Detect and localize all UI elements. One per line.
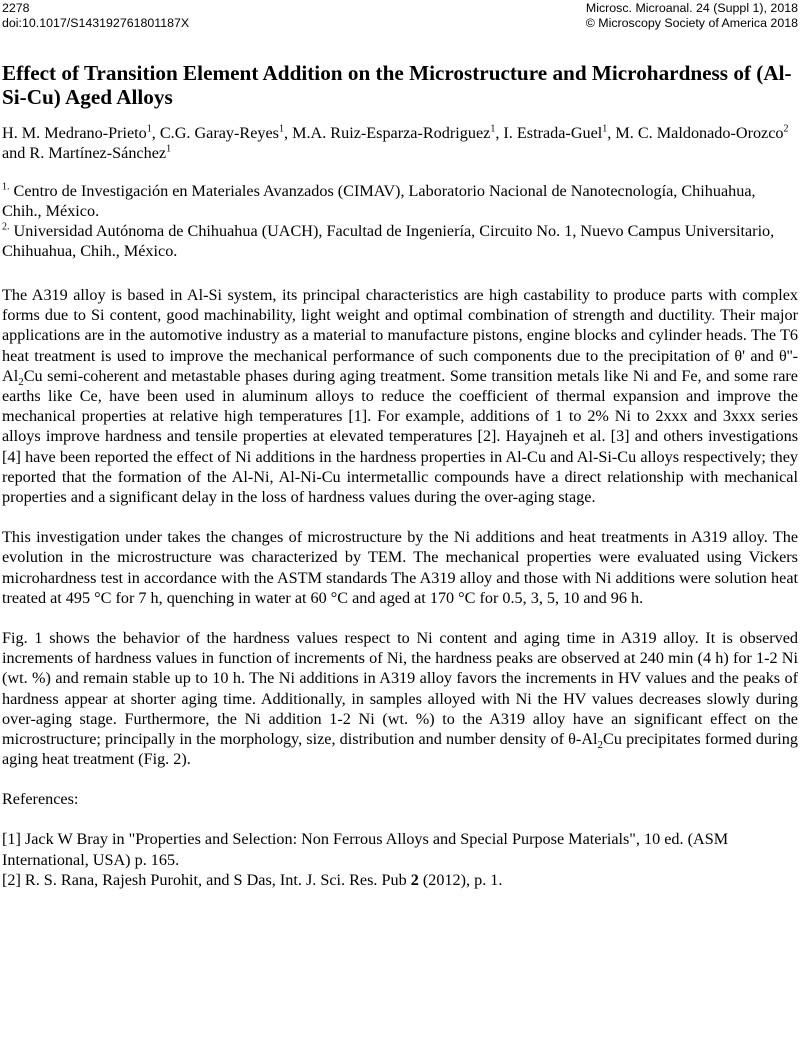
body-paragraph-intro: The A319 alloy is based in Al-Si system, its principal characteristics are high castability to produce parts with complex forms due to Si content, good machinability, light weight and optimal combination of strength and ductility. Their major applications are in the automotive industry as a material to manufacture pistons, engine blocks and cylinder heads. The T6 heat treatment is used to improve the mechanical performance of such components due to the precipitation of θ' and $\theta''-Al_2Cu$ semi-coherent and metastable phases during aging treatment. Some transition metals like Ni and Fe, and some rare earths like Ce, have been used in aluminum alloys to reduce the coefficient of thermal expansion and improve the mechanical properties at relative high temperatures [1]. For example, additions of 1 to 2% Ni to 2xxx and 3xxx series alloys improve hardness and tensile properties at elevated temperatures [2]. Hayajneh et al. [3] and others investigations [4] have been reported the effect of Ni additions in the hardness properties in Al-Cu and Al-Si-Cu alloys respectively; they reported that the formation of the Al-Ni, Al-Ni-Cu intermetallic compounds have a direct relationship with mechanical properties and a significant delay in the loss of hardness values during the over-aging stage. — [2, 286, 798, 507]
paper-title: Effect of Transition Element Addition on the Microstructure and Microhardness of (Al-Si-Cu) Aged Alloys — [2, 61, 792, 109]
running-header-top — [2, 0, 798, 16]
author: M.A. Ruiz-Esparza-Rodriguez$^1$, — [292, 123, 504, 142]
author: R. Martínez-Sánchez$^1$ — [29, 143, 172, 162]
page-number: 2278 — [2, 1, 30, 15]
affiliation-item: $^{1.}$ Centro de Investigación en Materiales Avanzados (CIMAV), Laboratorio Nacional de Nanotecnología, Chihuahua, Chih., México. — [2, 181, 756, 220]
affiliation-list — [2, 181, 798, 261]
running-header-bottom — [2, 16, 798, 31]
affiliation-item: $^{2.}$ Universidad Autónoma de Chihuahua (UACH), Facultad de Ingeniería, Circuito No. 1, Nuevo Campus Universitario, Chihuahua, Chih., México. — [2, 221, 775, 260]
author: H. M. Medrano-Prieto$^1$, — [2, 123, 160, 142]
doi-link[interactable]: doi:10.1017/S143192761801187X — [2, 16, 190, 30]
author: M. C. Maldonado-Orozco$^2$ and — [2, 123, 789, 162]
reference-item: [1] Jack W Bray in "Properties and Selection: Non Ferrous Alloys and Special Purpose Materials", 10 ed. (ASM International, USA) p. 165. — [2, 830, 729, 869]
copyright-notice: © Microscopy Society of America 2018 — [585, 16, 798, 30]
references-heading: References: — [2, 790, 79, 809]
body-paragraph-methods: This investigation under takes the changes of microstructure by the Ni additions and heat treatments in A319 alloy. The evolution in the microstructure was characterized by TEM. The mechanical properties were evaluated using Vickers microhardness test in accordance with the ASTM standards The A319 alloy and those with Ni additions were solution heat treated at 495 °C for 7 h, quenching in water at 60 °C and aged at 170 °C for 0.5, 3, 5, 10 and 96 h. — [2, 528, 798, 607]
body-paragraph-results: Fig. 1 shows the behavior of the hardness values respect to Ni content and aging time in A319 alloy. It is observed increments of hardness values in function of increments of Ni, the hardness peaks are observed at 240 min (4 h) for 1-2 Ni (wt. %) and remain stable up to 10 h. The Ni additions in A319 alloy favors the increments in HV values and the peaks of hardness appear at shorter aging time. Additionally, in samples alloyed with Ni the HV values decreases slowly during over-aging stage. Furthermore, the Ni addition 1-2 Ni (wt. %) to the A319 alloy have an significant effect on the microstructure; principally in the morphology, size, distribution and number density of $\theta-Al_2Cu$ precipitates formed during aging heat treatment (Fig. 2). — [2, 629, 798, 769]
paper-page — [2, 0, 798, 890]
journal-citation: Microsc. Microanal. 24 (Suppl 1), 2018 — [585, 1, 798, 15]
author: I. Estrada-Guel$^1$, — [503, 123, 616, 142]
author: C.G. Garay-Reyes$^1$, — [159, 123, 293, 142]
reference-item: [2] R. S. Rana, Rajesh Purohit, and S Das, Int. J. Sci. Res. Pub 2 (2012), p. 1. — [2, 870, 503, 889]
author-list — [2, 123, 798, 163]
